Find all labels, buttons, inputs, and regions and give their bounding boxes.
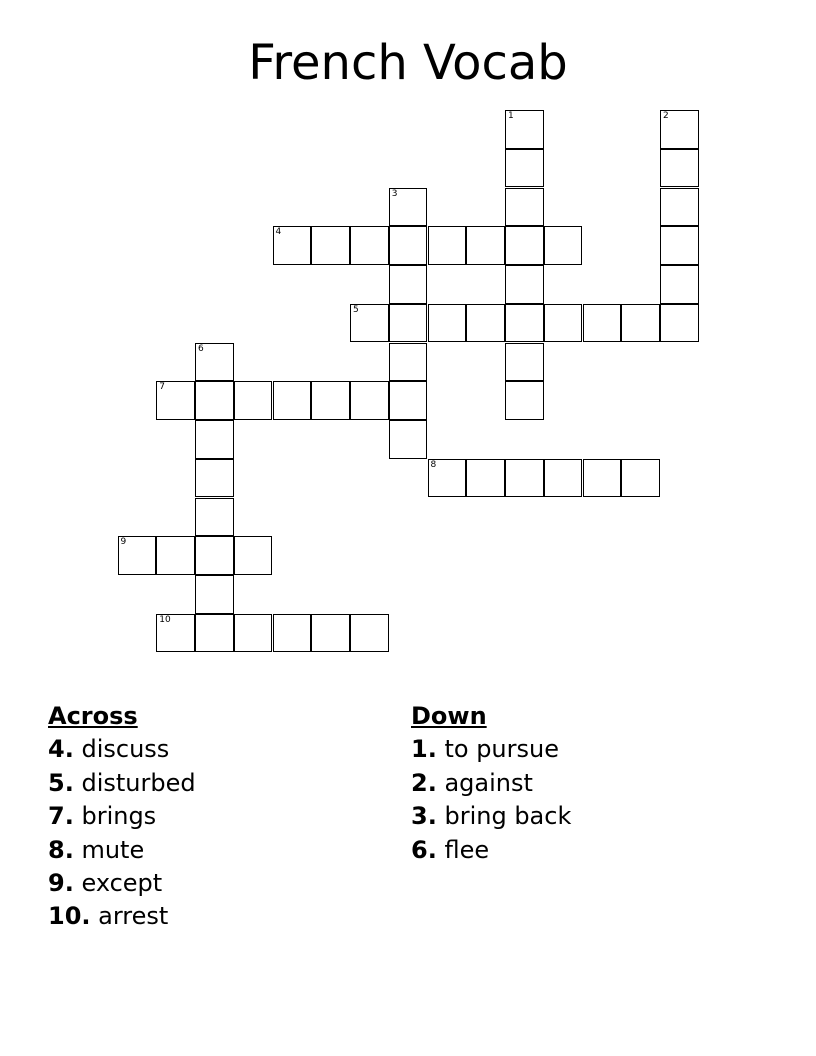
- clue-text: flee: [444, 835, 490, 864]
- grid-cell[interactable]: [195, 420, 234, 459]
- grid-cell[interactable]: [273, 381, 312, 420]
- cell-number: 7: [159, 382, 165, 393]
- grid-cell[interactable]: [660, 226, 699, 265]
- grid-cell[interactable]: [428, 226, 467, 265]
- grid-cell[interactable]: [389, 304, 428, 343]
- grid-cell[interactable]: [350, 304, 389, 343]
- grid-cell[interactable]: [234, 381, 273, 420]
- grid-cell[interactable]: [273, 614, 312, 653]
- cell-number: 10: [159, 614, 171, 625]
- clue-number: 8.: [48, 835, 74, 864]
- grid-cell[interactable]: [195, 575, 234, 614]
- clue-text: discuss: [81, 735, 170, 764]
- grid-cell[interactable]: [389, 381, 428, 420]
- across-clues: [48, 700, 196, 934]
- grid-cell[interactable]: [505, 304, 544, 343]
- across-clue: [48, 733, 196, 766]
- grid-cell[interactable]: [544, 304, 583, 343]
- grid-cell[interactable]: [660, 149, 699, 188]
- grid-cell[interactable]: [195, 536, 234, 575]
- grid-cell[interactable]: [156, 536, 195, 575]
- clue-text: mute: [81, 835, 145, 864]
- grid-cell[interactable]: [583, 459, 622, 498]
- clue-text: arrest: [98, 902, 169, 931]
- grid-cell[interactable]: [505, 343, 544, 382]
- cell-number: 6: [198, 343, 204, 354]
- grid-cell[interactable]: [505, 149, 544, 188]
- grid-cell[interactable]: [389, 420, 428, 459]
- grid-cell[interactable]: [660, 304, 699, 343]
- across-clue: [48, 867, 196, 900]
- grid-cell[interactable]: [195, 343, 234, 382]
- cell-number: 9: [120, 537, 127, 548]
- grid-cell[interactable]: [505, 459, 544, 498]
- across-clue: [48, 767, 196, 800]
- clue-number: 10.: [48, 902, 91, 931]
- grid-cell[interactable]: [505, 265, 544, 304]
- down-heading: Down: [411, 702, 487, 730]
- clue-number: 6.: [411, 835, 437, 864]
- grid-cell[interactable]: [660, 110, 699, 149]
- grid-cell[interactable]: [389, 343, 428, 382]
- grid-cell[interactable]: [505, 110, 544, 149]
- clue-number: 3.: [411, 802, 437, 831]
- clue-text: against: [444, 768, 533, 797]
- grid-cell[interactable]: [505, 381, 544, 420]
- down-clues: [411, 700, 571, 867]
- grid-cell[interactable]: [389, 265, 428, 304]
- grid-cell[interactable]: [273, 226, 312, 265]
- clue-text: disturbed: [81, 768, 196, 797]
- cell-number: 4: [275, 227, 282, 238]
- clue-number: 7.: [48, 802, 74, 831]
- across-clue: [48, 834, 196, 867]
- grid-cell[interactable]: [350, 614, 389, 653]
- cell-number: 2: [663, 111, 669, 121]
- down-clue: [411, 800, 571, 833]
- clue-text: to pursue: [444, 735, 559, 764]
- across-clue: [48, 800, 196, 833]
- grid-cell[interactable]: [583, 304, 622, 343]
- grid-cell[interactable]: [195, 498, 234, 537]
- grid-cell[interactable]: [350, 381, 389, 420]
- grid-cell[interactable]: [660, 265, 699, 304]
- clue-number: 2.: [411, 768, 437, 797]
- grid-cell[interactable]: [621, 304, 660, 343]
- grid-cell[interactable]: [234, 536, 273, 575]
- grid-cell[interactable]: [311, 226, 350, 265]
- cell-number: 1: [508, 111, 514, 121]
- grid-cell[interactable]: [466, 304, 505, 343]
- grid-cell[interactable]: [350, 226, 389, 265]
- grid-cell[interactable]: [466, 226, 505, 265]
- clue-text: brings: [81, 802, 157, 831]
- down-clue: [411, 834, 571, 867]
- grid-cell[interactable]: [544, 226, 583, 265]
- grid-cell[interactable]: [311, 614, 350, 653]
- cell-number: 5: [353, 304, 359, 315]
- grid-cell[interactable]: [389, 188, 428, 227]
- clue-text: except: [81, 869, 163, 898]
- clue-number: 1.: [411, 735, 437, 764]
- grid-cell[interactable]: [389, 226, 428, 265]
- puzzle-title: French Vocab: [248, 35, 568, 91]
- grid-cell[interactable]: [118, 536, 157, 575]
- grid-cell[interactable]: [428, 459, 467, 498]
- grid-cell[interactable]: [195, 459, 234, 498]
- across-heading: Across: [48, 702, 138, 730]
- grid-cell[interactable]: [505, 188, 544, 227]
- grid-cell[interactable]: [156, 614, 195, 653]
- grid-cell[interactable]: [544, 459, 583, 498]
- clue-text: bring back: [444, 802, 572, 831]
- grid-cell[interactable]: [660, 188, 699, 227]
- across-clue: [48, 900, 196, 933]
- grid-cell[interactable]: [156, 381, 195, 420]
- grid-cell[interactable]: [505, 226, 544, 265]
- down-clue: [411, 767, 571, 800]
- grid-cell[interactable]: [621, 459, 660, 498]
- clue-number: 4.: [48, 735, 74, 764]
- grid-cell[interactable]: [234, 614, 273, 653]
- clue-number: 9.: [48, 869, 74, 898]
- grid-cell[interactable]: [466, 459, 505, 498]
- down-clue: [411, 733, 571, 766]
- grid-cell[interactable]: [195, 381, 234, 420]
- clue-number: 5.: [48, 768, 74, 797]
- grid-cell[interactable]: [428, 304, 467, 343]
- cell-number: 3: [391, 188, 398, 199]
- cell-number: 8: [430, 459, 437, 470]
- grid-cell[interactable]: [195, 614, 234, 653]
- grid-cell[interactable]: [311, 381, 350, 420]
